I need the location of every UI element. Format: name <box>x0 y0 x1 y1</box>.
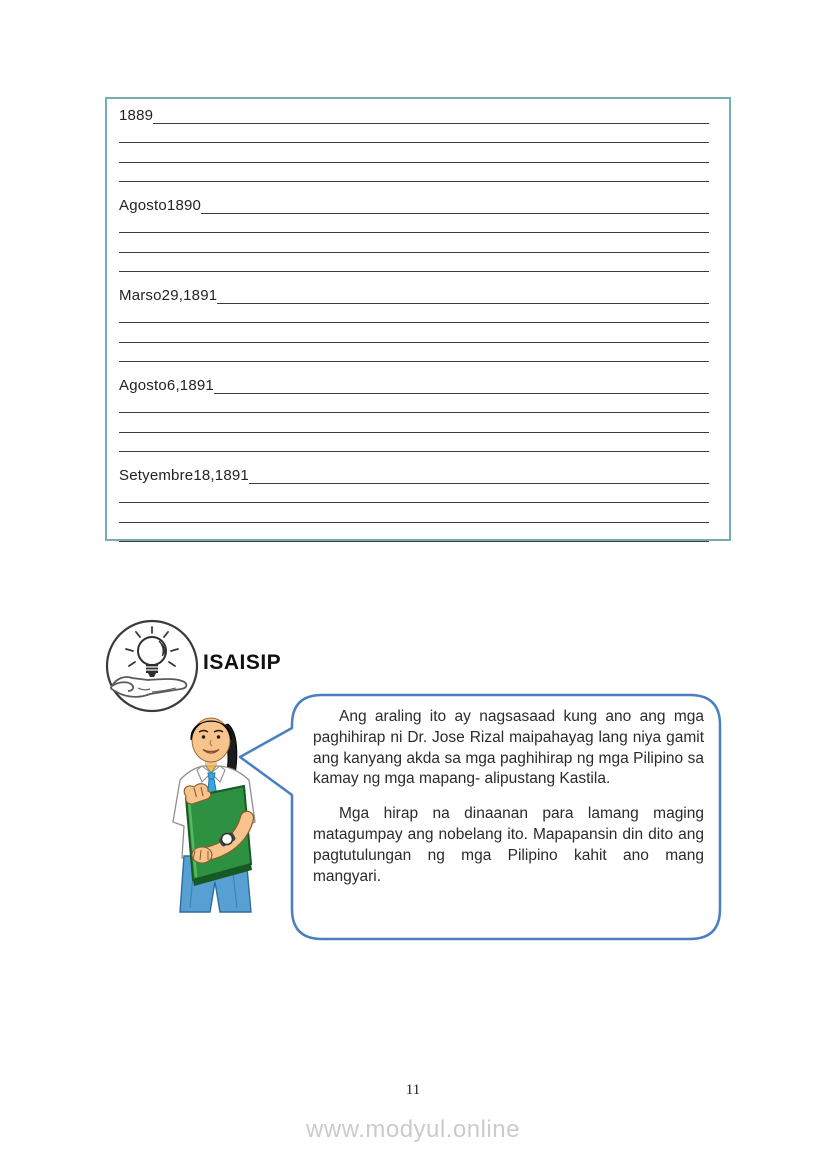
worksheet-date-label: Setyembre18,1891 <box>119 466 249 484</box>
worksheet-date-label: Marso29,1891 <box>119 286 218 304</box>
answer-blank-line <box>249 483 709 484</box>
timeline-worksheet-box <box>105 97 731 541</box>
watermark: www.modyul.online <box>306 1116 520 1143</box>
answer-blank-line <box>119 233 709 253</box>
answer-blank-line <box>119 523 709 543</box>
speech-bubble-text <box>313 707 704 887</box>
answer-blank-line <box>119 343 709 363</box>
worksheet-entry-agosto-1890 <box>119 195 709 272</box>
answer-blank-line <box>119 484 709 504</box>
answer-blank-line <box>119 143 709 163</box>
worksheet-entry-agosto-6-1891 <box>119 375 709 452</box>
answer-blank-line <box>119 323 709 343</box>
answer-blank-line <box>119 394 709 414</box>
worksheet-entry-marso-29-1891 <box>119 285 709 362</box>
answer-blank-line <box>119 163 709 183</box>
answer-blank-line <box>119 124 709 144</box>
worksheet-date-label: Agosto1890 <box>119 196 202 214</box>
speech-bubble-paragraph: Ang araling ito ay nagsasaad kung ano ang mga paghihirap ni Dr. Jose Rizal maipahayag lang niya gamit ang kanyang akda sa mga paghihirap ng mga Pilipino sa kamay ng mga mapang- alipustang Kastila. <box>313 708 704 788</box>
worksheet-entry-setyembre-18-1891 <box>119 465 709 542</box>
worksheet-date-label: 1889 <box>119 106 154 124</box>
worksheet-entry-1889 <box>119 105 709 182</box>
answer-blank-line <box>217 303 709 304</box>
answer-blank-line <box>153 123 709 124</box>
answer-blank-line <box>119 413 709 433</box>
answer-blank-line <box>119 253 709 273</box>
answer-blank-line <box>214 393 709 394</box>
answer-blank-line <box>119 214 709 234</box>
section-title-isaisip: ISAISIP <box>203 651 282 674</box>
worksheet-date-label: Agosto6,1891 <box>119 376 214 394</box>
answer-blank-line <box>201 213 709 214</box>
answer-blank-line <box>119 304 709 324</box>
answer-blank-line <box>119 433 709 453</box>
lightbulb-hand-icon <box>104 618 200 714</box>
answer-blank-line <box>119 503 709 523</box>
speech-bubble-paragraph: Mga hirap na dinaanan para lamang maging matagumpay ang nobelang ito. Mapapansin din dito ang pagtutulungan ng mga Pilipino kahit ano mang mangyari. <box>313 805 704 885</box>
page-number: 11 <box>405 1082 421 1098</box>
